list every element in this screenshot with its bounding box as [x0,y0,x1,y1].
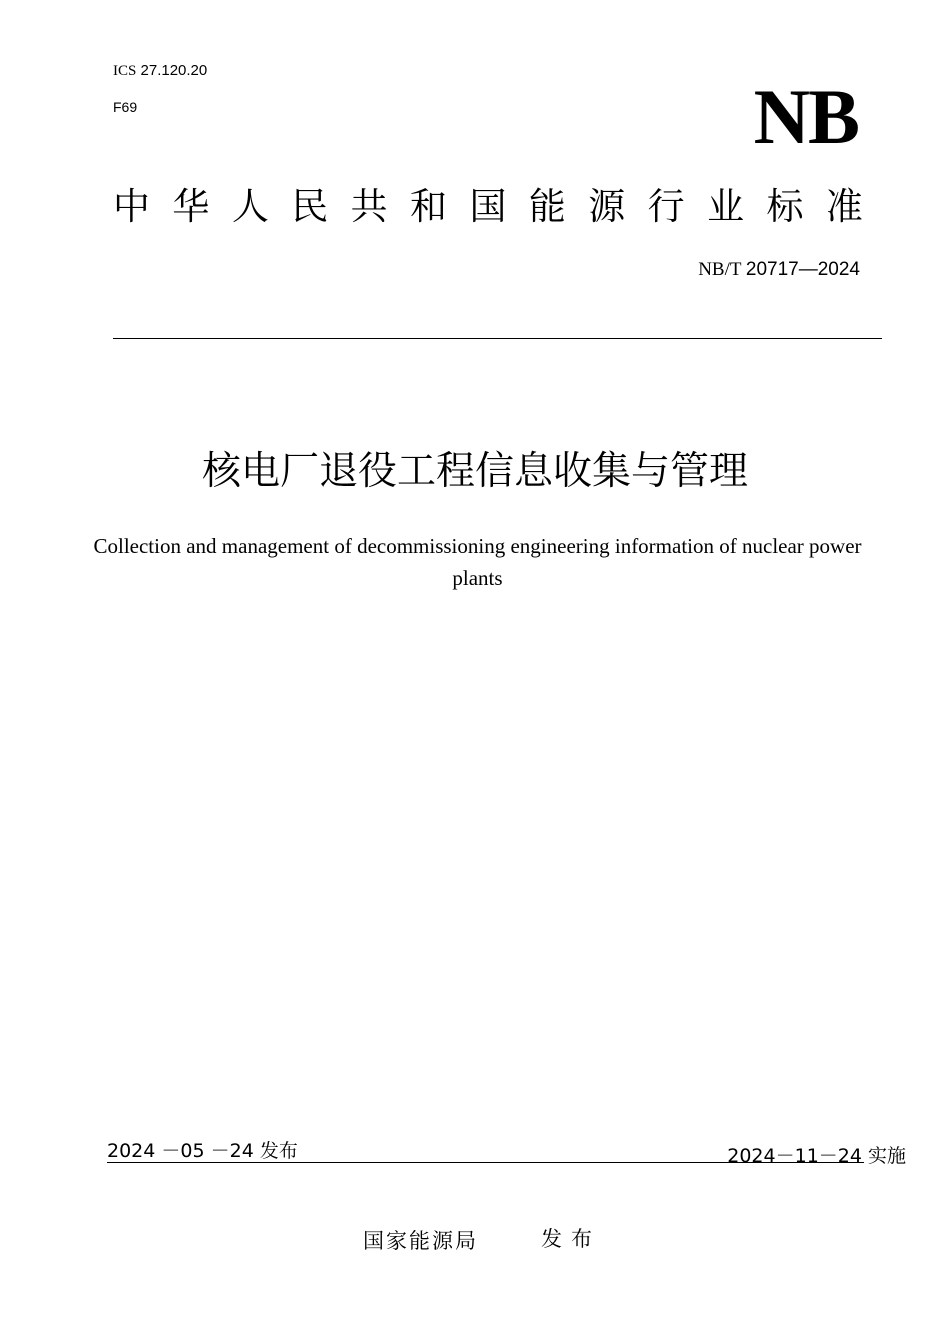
category-title-char: 业 [707,185,745,228]
standard-number-value: 20717—2024 [745,259,860,280]
category-title-char: 共 [350,185,388,228]
standard-number-prefix: NB/T [698,259,742,280]
nb-logo: NB [753,73,858,160]
category-title-char: 和 [410,185,448,228]
issue-date: 2024 －05 －24 发布 [107,1140,298,1162]
document-title-en: Collection and management of decommissioning engineering information of nuclear power plants [93,534,862,590]
category-title-char: 行 [647,185,685,228]
header-divider [113,338,882,339]
ccs-code: F69 [113,99,138,115]
ics-code: 27.120.20 [140,62,208,79]
standard-number [698,259,860,281]
footer-divider [107,1162,864,1163]
ics-classification [113,62,207,80]
category-title-char: 人 [231,185,269,228]
document-title-cn: 核电厂退役工程信息收集与管理 [201,449,748,494]
ics-label: ICS [113,63,137,79]
standard-category-title [113,183,863,231]
implementation-date: 2024－11－24 实施 [727,1145,906,1167]
category-title-char: 源 [588,185,626,228]
category-title-char: 中 [113,185,150,228]
category-title-char: 准 [825,185,863,228]
category-title-char: 国 [469,185,507,228]
issue-label: 发布 [541,1227,601,1251]
category-title-char: 民 [291,185,329,228]
category-title-char: 华 [172,185,210,228]
category-title-char: 标 [766,185,804,228]
category-title-char: 能 [528,185,566,228]
issuing-authority: 国家能源局 [363,1229,478,1253]
